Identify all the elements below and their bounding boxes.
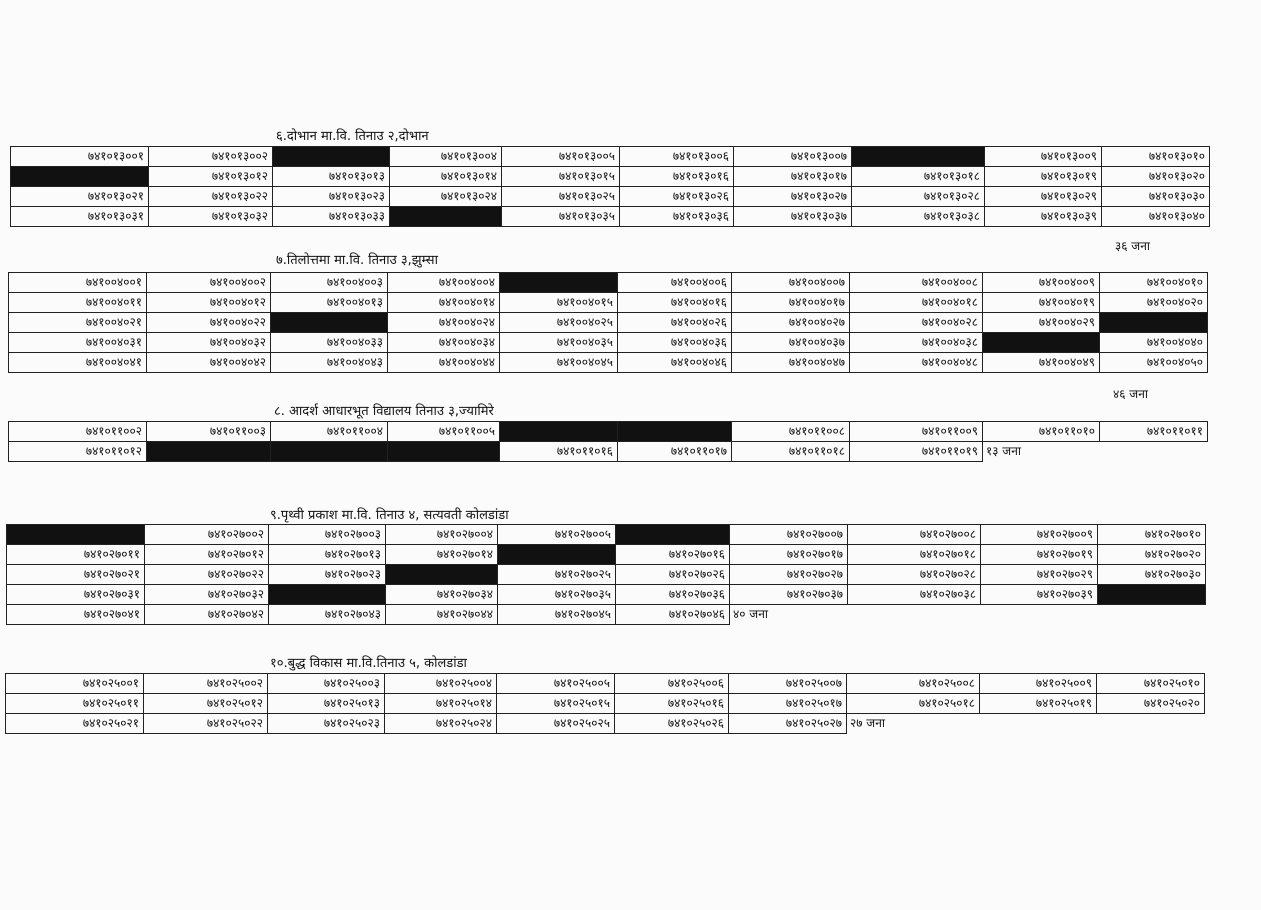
roll-number-cell: ७४१०११००८ [732,422,850,442]
roll-number-cell: ७४१०२५०१६ [615,694,729,714]
roll-number-cell: ७४१०२७०३७ [730,585,848,605]
roll-number-cell: ७४१०११००२ [9,422,147,442]
roll-number-cell: ७४१००४०१७ [732,293,850,313]
roll-number-cell: ७४१०१३०३५ [502,207,620,227]
roll-number-cell: ७४१००४०३३ [271,333,388,353]
roll-number-cell: ७४१०१३००५ [502,147,620,167]
roll-number-cell: ७४१०२७०४१ [7,605,145,625]
roll-number-cell: ७४१०२७०१९ [981,545,1098,565]
roll-number-cell: ७४१०२७०२२ [145,565,269,585]
roll-number-cell: ७४१०२५००४ [385,674,497,694]
roll-number-cell: ७४१०२५००२ [144,674,268,694]
roll-number-cell: ७४१०२५०१० [1097,674,1205,694]
roll-number-cell: ७४१०२७०४२ [145,605,269,625]
roll-number-cell: ७४१०२५००६ [615,674,729,694]
roll-number-cell: ७४१०१३०१० [1102,147,1210,167]
roll-number-cell: ७४१०२७०४६ [616,605,730,625]
roll-number-cell: ७४१००४०४२ [147,353,271,373]
roll-number-cell: ७४१०२७००३ [269,525,386,545]
roll-number-cell: ७४१००४०३६ [618,333,732,353]
table-row [7,605,1206,625]
roll-number-cell: ७४१००४०४० [1100,333,1208,353]
roll-number-cell: ७४१०२७०४५ [498,605,616,625]
roll-number-cell: ७४१०१३०२५ [502,187,620,207]
empty-cell [980,714,1097,734]
redacted-cell [1100,313,1208,333]
table-row [9,422,1208,442]
roll-number-cell: ७४१०२७००८ [848,525,981,545]
roll-number-cell: ७४१०२५००७ [729,674,847,694]
roll-number-cell: ७४१०१३०२४ [390,187,502,207]
roll-number-cell: ७४१०२५०२२ [144,714,268,734]
roll-number-cell: ७४१०१३०१६ [620,167,734,187]
table-row [7,545,1206,565]
roll-number-cell: ७४१००४०५० [1100,353,1208,373]
empty-cell [1097,714,1205,734]
roll-number-cell: ७४१०२७०१४ [386,545,498,565]
table-row [6,714,1205,734]
roll-number-cell: ७४१०१३००२ [149,147,273,167]
roll-number-cell: ७४१०२५००९ [980,674,1097,694]
section-heading: १०.बुद्ध विकास मा.वि.तिनाउ ५, कोलडांडा [270,656,467,671]
roll-number-cell: ७४१००४०३८ [850,333,983,353]
roll-number-cell: ७४१०१३०३७ [734,207,852,227]
roll-number-cell: ७४१०२७०२६ [616,565,730,585]
roll-number-cell: ७४१०२७०३० [1098,565,1206,585]
roll-number-cell: ७४१०२५०१३ [268,694,385,714]
roll-number-cell: ७४१०२५००३ [268,674,385,694]
count-label: २७ जना [850,716,885,731]
redacted-cell [500,273,618,293]
roll-number-cell: ७४१००४०१४ [388,293,500,313]
roll-number-cell: ७४१००४०२६ [618,313,732,333]
roll-number-cell: ७४१०११०१७ [618,442,732,462]
roll-number-cell: ७४१०१३०३८ [852,207,985,227]
table-row [11,207,1210,227]
roll-number-cell: ७४१००४०१५ [500,293,618,313]
section-heading: ९.पृथ्वी प्रकाश मा.वि. तिनाउ ४, सत्यवती कोलडांडा [270,508,509,523]
roll-number-cell: ७४१०२७०३४ [386,585,498,605]
roll-number-cell: ७४१००४०१६ [618,293,732,313]
section-heading: ८. आदर्श आधारभूत विद्यालय तिनाउ ३,ज्यामिरे [274,404,494,419]
table-row [6,694,1205,714]
table-row [11,147,1210,167]
roll-number-cell: ७४१०१३००७ [734,147,852,167]
roll-number-cell: ७४१००४०२७ [732,313,850,333]
roll-number-cell: ७४१०२७०२८ [848,565,981,585]
roll-number-cell: ७४१००४०४४ [388,353,500,373]
roll-number-cell: ७४१०२७०१२ [145,545,269,565]
roll-number-cell: ७४१०२७०३८ [848,585,981,605]
table-row [7,565,1206,585]
roll-number-cell: ७४१०२५०२५ [497,714,615,734]
roll-number-table [6,524,1206,625]
empty-cell [981,605,1098,625]
redacted-cell [1098,585,1206,605]
roll-number-cell: ७४१००४०४९ [983,353,1100,373]
count-label: ४० जना [733,607,768,622]
roll-number-cell: ७४१००४००१ [9,273,147,293]
empty-cell [1100,442,1208,462]
roll-number-cell: ७४१०१३०३९ [985,207,1102,227]
roll-number-cell: ७४१००४०३१ [9,333,147,353]
roll-number-cell: ७४१००४०११ [9,293,147,313]
roll-number-cell: ७४१०१३०३६ [620,207,734,227]
roll-number-cell: ७४१००४०१८ [850,293,983,313]
roll-number-cell: ७४१००४०१९ [983,293,1100,313]
roll-number-cell: ७४१०१३०१३ [273,167,390,187]
roll-number-cell: ७४१०२७०३९ [981,585,1098,605]
roll-number-cell: ७४१०१३०२७ [734,187,852,207]
roll-number-cell: ७४१०२७०३२ [145,585,269,605]
roll-number-cell: ७४१०२७००२ [145,525,269,545]
roll-number-cell: ७४१०१३०२३ [273,187,390,207]
roll-number-cell: ७४१००४०१२ [147,293,271,313]
roll-number-cell: ७४१००४०१३ [271,293,388,313]
section-heading: ७.तिलोत्तमा मा.वि. तिनाउ ३,झुम्सा [276,253,438,268]
roll-number-cell: ७४१०२७०१६ [616,545,730,565]
roll-number-cell: ७४१०१३०१२ [149,167,273,187]
roll-number-cell: ७४१००४००६ [618,273,732,293]
roll-number-cell: ७४१०२७०२३ [269,565,386,585]
roll-number-cell: ७४१०२७०२० [1098,545,1206,565]
redacted-cell [618,422,732,442]
roll-number-cell: ७४१०२७०३६ [616,585,730,605]
redacted-cell [271,442,388,462]
roll-number-cell: ७४१०२५०१८ [847,694,980,714]
roll-number-cell: ७४१००४०४३ [271,353,388,373]
roll-number-cell: ७४१०२७०१३ [269,545,386,565]
table-row [9,442,1208,462]
roll-number-cell: ७४१०१३०१९ [985,167,1102,187]
table-row [6,674,1205,694]
section-heading: ६.दोभान मा.वि. तिनाउ २,दोभान [276,129,429,144]
table-row [9,353,1208,373]
roll-number-cell: ७४१००४०२८ [850,313,983,333]
roll-number-cell: ७४१०२७०३५ [498,585,616,605]
table-row [11,187,1210,207]
roll-number-cell: ७४१००४००४ [388,273,500,293]
roll-number-cell: ७४१००४००९ [983,273,1100,293]
roll-number-cell: ७४१०१३०२१ [11,187,149,207]
roll-number-cell: ७४१०११०१० [983,422,1100,442]
table-row [9,313,1208,333]
roll-number-cell: ७४१००४०३४ [388,333,500,353]
redacted-cell [11,167,149,187]
roll-number-cell: ७४१०२७०२९ [981,565,1098,585]
roll-number-cell: ७४१००४०२४ [388,313,500,333]
roll-number-table [8,272,1208,373]
empty-cell [1098,605,1206,625]
roll-number-cell: ७४१०१३०१५ [502,167,620,187]
roll-number-cell: ७४१०२५०२० [1097,694,1205,714]
roll-number-cell: ७४१००४०२१ [9,313,147,333]
roll-number-cell: ७४१०१३०३२ [149,207,273,227]
redacted-cell [983,333,1100,353]
roll-number-cell: ७४१०१३०१४ [390,167,502,187]
roll-number-cell: ७४१०२७०३१ [7,585,145,605]
roll-number-cell: ७४१०२७००५ [498,525,616,545]
redacted-cell [147,442,271,462]
roll-number-cell: ७४१०११०१८ [732,442,850,462]
roll-number-cell: ७४१००४०३७ [732,333,850,353]
roll-number-cell: ७४१०१३०१७ [734,167,852,187]
table-row [9,273,1208,293]
redacted-cell [273,147,390,167]
roll-number-cell: ७४१०१३००१ [11,147,149,167]
roll-number-cell: ७४१०२५०१२ [144,694,268,714]
empty-cell [848,605,981,625]
roll-number-cell: ७४१०२७०२५ [498,565,616,585]
roll-number-cell: ७४१०२७०४४ [386,605,498,625]
roll-number-cell: ७४१०१३०२२ [149,187,273,207]
roll-number-cell: ७४१००४०२० [1100,293,1208,313]
roll-number-cell: ७४१०२७०२७ [730,565,848,585]
roll-number-cell: ७४१०१३००६ [620,147,734,167]
roll-number-table [5,673,1205,734]
roll-number-cell: ७४१०११०१९ [850,442,983,462]
redacted-cell [852,147,985,167]
roll-number-cell: ७४१००४०४१ [9,353,147,373]
roll-number-cell: ७४१०२५०२७ [729,714,847,734]
roll-number-cell: ७४१००४०४७ [732,353,850,373]
roll-number-cell: ७४१०११००३ [147,422,271,442]
roll-number-cell: ७४१०२५०१५ [497,694,615,714]
roll-number-cell: ७४१०२५०२३ [268,714,385,734]
roll-number-cell: ७४१००४००३ [271,273,388,293]
roll-number-cell: ७४१०१३०२० [1102,167,1210,187]
redacted-cell [616,525,730,545]
roll-number-cell: ७४१०११००४ [271,422,388,442]
roll-number-cell: ७४१०१३००९ [985,147,1102,167]
roll-number-cell: ७४१०२५००५ [497,674,615,694]
roll-number-cell: ७४१००४००८ [850,273,983,293]
roll-number-cell: ७४१०२७०११ [7,545,145,565]
roll-number-cell: ७४१०२७००९ [981,525,1098,545]
roll-number-cell: ७४१०११०११ [1100,422,1208,442]
roll-number-cell: ७४१०२५०२४ [385,714,497,734]
redacted-cell [269,585,386,605]
roll-number-cell: ७४१०२७००७ [730,525,848,545]
roll-number-cell: ७४१०१३०२६ [620,187,734,207]
roll-number-cell: ७४१०२५०२१ [6,714,144,734]
roll-number-cell: ७४१०१३०४० [1102,207,1210,227]
roll-number-cell: ७४१०२७०१० [1098,525,1206,545]
roll-number-cell: ७४१०१३०२९ [985,187,1102,207]
table-row [9,293,1208,313]
roll-number-cell: ७४१०१३०१८ [852,167,985,187]
roll-number-cell: ७४१००४०२९ [983,313,1100,333]
roll-number-cell: ७४१०२५०१९ [980,694,1097,714]
roll-number-cell: ७४१०१३०२८ [852,187,985,207]
roll-number-cell: ७४१००४००२ [147,273,271,293]
roll-number-cell: ७४१०२७०१७ [730,545,848,565]
table-row [9,333,1208,353]
roll-number-cell: ७४१०११०१२ [9,442,147,462]
roll-number-cell: ७४१०२७०१८ [848,545,981,565]
count-label: १३ जना [986,444,1021,459]
table-row [7,525,1206,545]
roll-number-cell: ७४१०२७००४ [386,525,498,545]
roll-number-cell: ७४१००४०१० [1100,273,1208,293]
roll-number-cell: ७४१०१३०३१ [11,207,149,227]
roll-number-cell: ७४१०२५०२६ [615,714,729,734]
roll-number-cell: ७४१००४०४६ [618,353,732,373]
redacted-cell [498,545,616,565]
roll-number-cell: ७४१०२५००८ [847,674,980,694]
roll-number-cell: ७४१००४०२५ [500,313,618,333]
table-row [11,167,1210,187]
roll-number-cell: ७४१००४००७ [732,273,850,293]
redacted-cell [7,525,145,545]
roll-number-cell: ७४१०१३००४ [390,147,502,167]
section-total: ४६ जना [1113,387,1148,401]
roll-number-cell: ७४१००४०३५ [500,333,618,353]
redacted-cell [271,313,388,333]
roll-number-cell: ७४१०१३०३३ [273,207,390,227]
roll-number-cell: ७४१०२७०४३ [269,605,386,625]
roll-number-cell: ७४१०११००९ [850,422,983,442]
roll-number-table [10,146,1210,227]
redacted-cell [390,207,502,227]
roll-number-cell: ७४१०२५००१ [6,674,144,694]
roll-number-cell: ७४१००४०३२ [147,333,271,353]
redacted-cell [386,565,498,585]
roll-number-cell: ७४१०२५०१४ [385,694,497,714]
roll-number-cell: ७४१०११०१६ [500,442,618,462]
roll-number-cell: ७४१०२५०११ [6,694,144,714]
roll-number-cell: ७४१०१३०३० [1102,187,1210,207]
roll-number-cell: ७४१००४०४८ [850,353,983,373]
roll-number-table [8,421,1208,462]
roll-number-cell: ७४१०११००५ [388,422,500,442]
roll-number-cell: ७४१०२७०२१ [7,565,145,585]
section-total: ३६ जना [1115,239,1150,253]
table-row [7,585,1206,605]
redacted-cell [388,442,500,462]
roll-number-cell: ७४१००४०२२ [147,313,271,333]
roll-number-cell: ७४१०२५०१७ [729,694,847,714]
roll-number-cell: ७४१००४०४५ [500,353,618,373]
redacted-cell [500,422,618,442]
